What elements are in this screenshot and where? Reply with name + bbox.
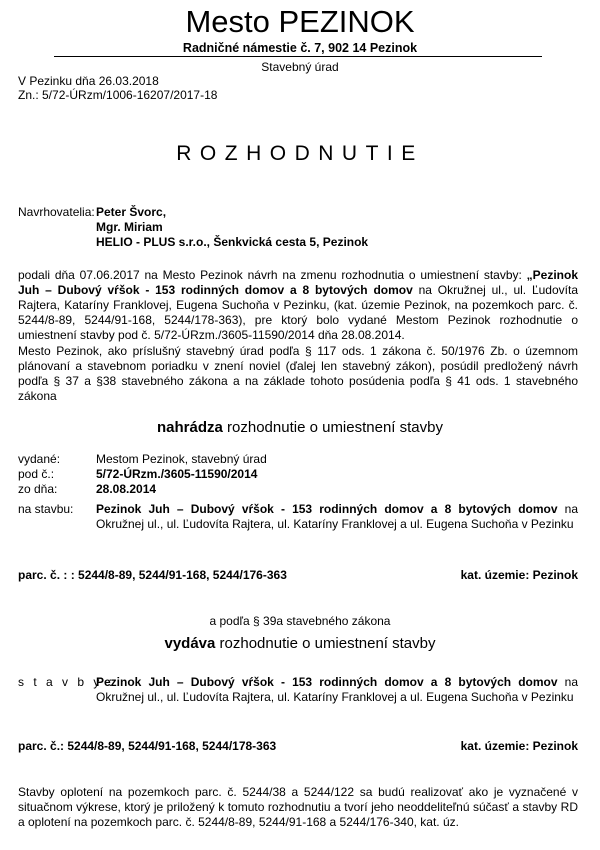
date-line: V Pezinku dňa 26.03.2018: [18, 74, 159, 88]
project-name: „Pezinok Juh – Dubový vŕšok - 153 rodinných domov a 8 bytových domov: [18, 268, 578, 297]
applicant-name: Mgr. Miriam: [96, 220, 163, 234]
issued-value: Mestom Pezinok, stavebný úrad: [96, 452, 267, 466]
applicant-name: HELIO - PLUS s.r.o., Šenkvická cesta 5, Pezinok: [96, 235, 369, 249]
section-39a-line: a podľa § 39a stavebného zákona: [209, 614, 391, 628]
document-heading: ROZHODNUTIE: [176, 142, 424, 165]
applicant-name: Peter Švorc,: [96, 205, 167, 219]
header-divider: [54, 56, 542, 57]
issued-label: vydané:: [18, 452, 61, 466]
application-intro: podali dňa 07.06.2017 na Mesto Pezinok návrh na zmenu rozhodnutia o umiestnení stavby:: [18, 268, 527, 282]
applicants-list: [96, 205, 368, 250]
issues-keyword: vydáva: [164, 635, 216, 652]
application-rest: na Okružnej ul., ul. Ľudovíta Rajtera, Kataríny Franklovej, Eugena Suchoňa v Pezinku, (kat. územie Pezinok, na pozemkoch parc. č. 5244/8-89, 5244/91-168, 5244/178-363), pre ktorý bolo vydané Mestom Pezinok rozhodnutie o umiestnení stavby pod č. 5/72-ÚRzm./3605-11590/2014 dňa 28.08.2014.: [18, 283, 578, 342]
issues-text: rozhodnutie o umiestnení stavby: [215, 635, 436, 652]
authority-paragraph: Mesto Pezinok, ako príslušný stavebný úrad podľa § 117 ods. 1 zákona č. 50/1976 Zb. o územnom plánovaní a stavebnom poriadku v znení noviel (ďalej len stavebný zákon), posúdil predložený návrh podľa § 37 a §38 stavebného zákona a na základe tohoto posúdenia podľa § 41 ods. 1 stavebného zákona: [18, 344, 578, 403]
reference-number: Zn.: 5/72-ÚRzm/1006-16207/2017-18: [18, 88, 218, 102]
cadastral-area: kat. územie: Pezinok: [460, 568, 578, 582]
city-title: Mesto PEZINOK: [185, 4, 415, 39]
building-name: Pezinok Juh – Dubový vŕšok - 153 rodinných domov a 8 bytových domov: [96, 502, 558, 516]
date-label: zo dňa:: [18, 482, 58, 496]
construction-description: [96, 675, 578, 705]
parcels-list: parc. č. : : 5244/8-89, 5244/91-168, 5244/176-363: [18, 568, 287, 582]
construction-location: na Okružnej ul., ul. Ľudovíta Rajtera, ul. Kataríny Franklovej a ul. Eugena Suchoňa v Pezinku: [96, 675, 578, 704]
replaces-line: [0, 419, 600, 436]
cadastral-area: kat. územie: Pezinok: [460, 739, 578, 753]
under-number-label: pod č.:: [18, 467, 55, 481]
parcels-row-1: [18, 568, 578, 582]
replaces-text: rozhodnutie o umiestnení stavby: [222, 419, 443, 436]
building-label: na stavbu:: [18, 502, 74, 516]
construction-label: s t a v b y :: [18, 675, 116, 689]
application-paragraph: [18, 268, 578, 343]
replaces-keyword: nahrádza: [157, 419, 223, 436]
fencing-paragraph: Stavby oplotení na pozemkoch parc. č. 5244/38 a 5244/122 sa budú realizovať ako je vyznačené v situačnom výkrese, ktorý je priložený k tomuto rozhodnutiu a tvorí jeho neoddeliteľnú súčasť a stavby RD a oplotení na pozemkoch parc. č. 5244/8-89, 5244/91-168 a 5244/176-340, kat. úz.: [18, 785, 578, 829]
building-location: na Okružnej ul., ul. Ľudovíta Rajtera, ul. Kataríny Franklovej a ul. Eugena Suchoňa v Pezinku: [96, 502, 578, 531]
under-number-value: 5/72-ÚRzm./3605-11590/2014: [96, 467, 258, 481]
building-description: [96, 502, 578, 532]
issues-line: [0, 635, 600, 652]
document-meta: [18, 74, 217, 102]
construction-name: Pezinok Juh – Dubový vŕšok - 153 rodinných domov a 8 bytových domov: [96, 675, 558, 689]
parcels-list: parc. č.: 5244/8-89, 5244/91-168, 5244/178-363: [18, 739, 277, 753]
date-value: 28.08.2014: [96, 482, 157, 496]
parcels-row-2: [18, 739, 578, 753]
applicants-label: Navrhovatelia:: [18, 205, 95, 219]
office-name: Stavebný úrad: [261, 60, 339, 74]
city-address: Radničné námestie č. 7, 902 14 Pezinok: [182, 41, 418, 55]
